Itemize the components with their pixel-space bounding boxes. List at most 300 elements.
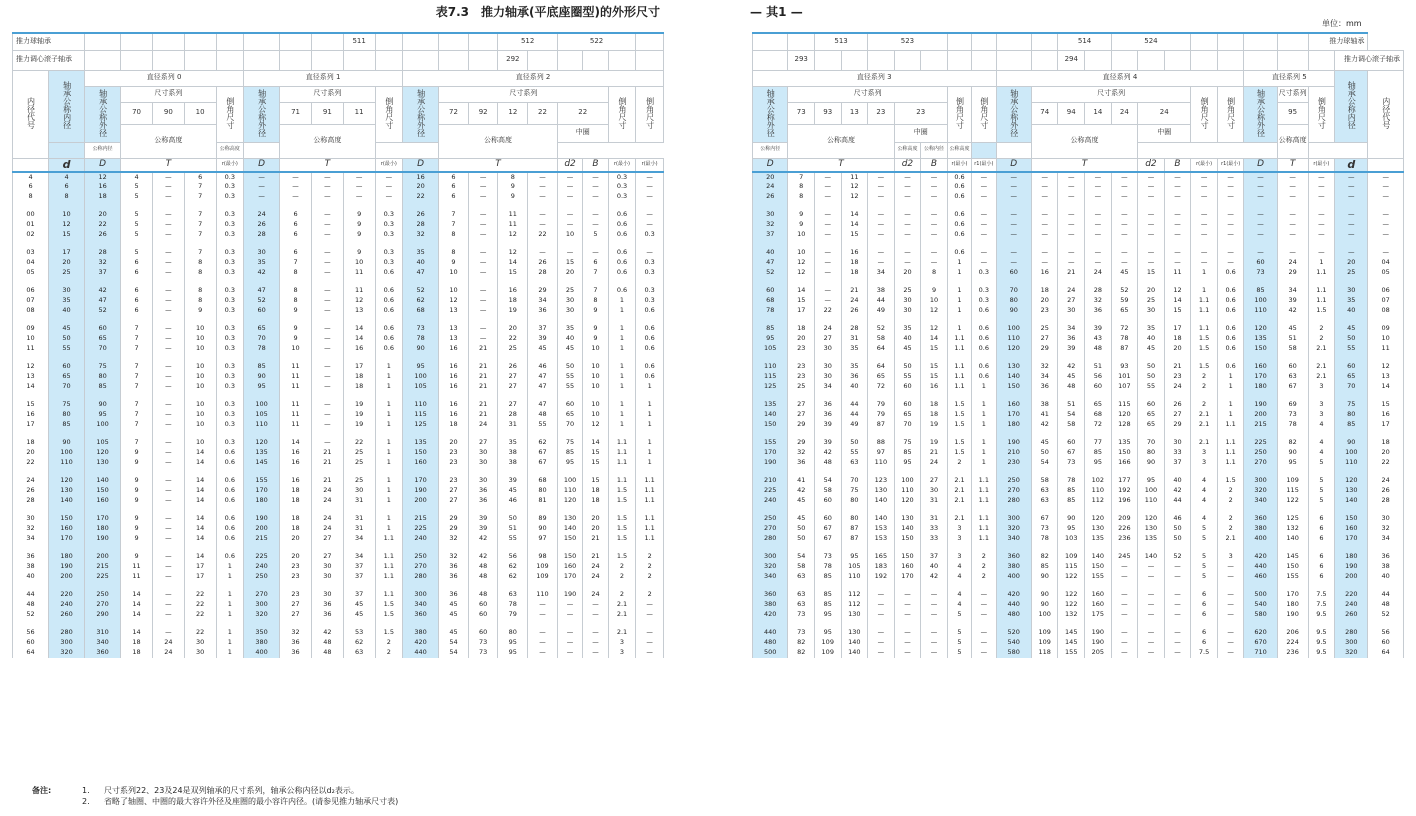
gap-cell xyxy=(868,316,895,324)
gap-cell xyxy=(121,278,153,286)
table-cell: 24 xyxy=(921,458,948,468)
gap-cell xyxy=(583,354,608,362)
table-cell: 24 xyxy=(583,562,608,572)
table-cell: 3 xyxy=(1308,410,1335,420)
table-cell: — xyxy=(1085,172,1112,182)
gap-cell xyxy=(1058,544,1085,552)
table-cell: 39 xyxy=(468,524,498,534)
table-cell: 170 xyxy=(894,572,921,582)
table-row xyxy=(13,382,664,392)
table-cell: 6 xyxy=(1308,534,1335,544)
table-cell: — xyxy=(280,192,312,202)
table-cell: 55 xyxy=(528,420,558,430)
table-row xyxy=(753,182,1404,192)
table-cell: 230 xyxy=(996,458,1031,468)
table-cell: — xyxy=(311,324,343,334)
table-cell: 1 xyxy=(1217,410,1244,420)
gap-cell xyxy=(13,240,49,248)
table-cell: 23 xyxy=(280,562,312,572)
right-dimension-table xyxy=(752,32,1404,658)
gap-cell xyxy=(583,316,608,324)
table-cell: 0.6 xyxy=(216,458,244,468)
table-cell: 31 xyxy=(343,514,375,524)
table-cell: — xyxy=(894,590,921,600)
row-gap xyxy=(753,506,1404,514)
table-row xyxy=(13,496,664,506)
table-row xyxy=(753,458,1404,468)
gap-cell xyxy=(498,392,528,400)
table-cell: 30 xyxy=(814,362,841,372)
table-cell: 8 xyxy=(280,286,312,296)
gap-cell xyxy=(13,582,49,590)
table-cell: 18 xyxy=(343,372,375,382)
table-cell: — xyxy=(1085,192,1112,202)
table-cell: 80 xyxy=(49,410,85,420)
table-cell: 28 xyxy=(841,324,868,334)
table-cell: 1 xyxy=(972,382,996,392)
table-cell: — xyxy=(311,420,343,430)
gap-cell xyxy=(85,392,121,400)
table-cell: 75 xyxy=(85,362,121,372)
table-cell: 122 xyxy=(1058,600,1085,610)
gap-cell xyxy=(184,620,216,628)
table-cell: 110 xyxy=(1085,486,1112,496)
gap-cell xyxy=(972,468,996,476)
table-cell: 95 xyxy=(753,334,788,344)
table-row xyxy=(753,220,1404,230)
table-cell: 170 xyxy=(403,476,439,486)
table-cell: 0.3 xyxy=(216,382,244,392)
diameter-series-0: 直径系列 0 xyxy=(85,70,244,86)
table-cell: 21 xyxy=(1058,268,1085,278)
table-cell: 9 xyxy=(280,324,312,334)
table-cell: 24 xyxy=(13,476,49,486)
table-cell: 70 xyxy=(996,286,1031,296)
table-cell: 58 xyxy=(814,486,841,496)
table-cell: 120 xyxy=(557,496,582,506)
ring-height-header: 公称高度 xyxy=(216,142,244,158)
gap-cell xyxy=(343,278,375,286)
table-cell: 28 xyxy=(85,248,121,258)
table-cell: 2 xyxy=(972,572,996,582)
table-cell: 420 xyxy=(403,638,439,648)
gap-cell xyxy=(1031,354,1058,362)
table-cell: 87 xyxy=(868,420,895,430)
gap-cell xyxy=(1111,278,1138,286)
table-cell: 140 xyxy=(1138,552,1165,562)
table-cell: 33 xyxy=(921,524,948,534)
table-cell: 190 xyxy=(1085,638,1112,648)
gap-cell xyxy=(1368,392,1404,400)
gap-cell xyxy=(1308,506,1335,514)
table-cell: — xyxy=(868,210,895,220)
gap-cell xyxy=(152,202,184,210)
gap-cell xyxy=(921,240,948,248)
table-cell: 17 xyxy=(13,420,49,430)
table-row xyxy=(753,268,1404,278)
series-94: 94 xyxy=(1058,102,1085,124)
gap-cell xyxy=(1191,202,1218,210)
table-row xyxy=(13,210,664,220)
table-row xyxy=(13,172,664,182)
table-cell: — xyxy=(311,182,343,192)
table-cell: 18 xyxy=(280,486,312,496)
gap-cell xyxy=(1308,582,1335,590)
gap-cell xyxy=(557,506,582,514)
table-cell: 63 xyxy=(343,648,375,658)
table-cell: — xyxy=(1058,172,1085,182)
table-row xyxy=(13,572,664,582)
table-cell: 29 xyxy=(528,286,558,296)
table-cell: 9 xyxy=(121,552,153,562)
gap-cell xyxy=(468,506,498,514)
gap-cell xyxy=(1277,316,1308,324)
table-cell: 132 xyxy=(1058,610,1085,620)
table-cell: — xyxy=(1058,182,1085,192)
table-row xyxy=(753,600,1404,610)
gap-cell xyxy=(1217,582,1244,590)
gap-cell xyxy=(788,620,815,628)
table-cell: 30 xyxy=(814,372,841,382)
table-cell: 63 xyxy=(1277,372,1308,382)
gap-cell xyxy=(894,202,921,210)
table-cell: 24 xyxy=(1058,286,1085,296)
table-cell: 31 xyxy=(498,420,528,430)
table-cell: — xyxy=(1277,192,1308,202)
table-cell: 6 xyxy=(1308,524,1335,534)
table-cell: 350 xyxy=(244,628,280,638)
series-90: 90 xyxy=(152,102,184,124)
table-cell: 110 xyxy=(841,572,868,582)
table-cell: 33 xyxy=(1164,448,1191,458)
table-cell: 109 xyxy=(1058,552,1085,562)
table-cell: 9 xyxy=(583,334,608,344)
gap-cell xyxy=(1277,354,1308,362)
nominal-height-2: 公称高度 xyxy=(439,124,558,158)
table-cell: 5 xyxy=(121,182,153,192)
table-cell: 1 xyxy=(636,458,664,468)
table-cell: 20 xyxy=(1164,344,1191,354)
table-cell: 30 xyxy=(468,476,498,486)
gap-cell xyxy=(921,506,948,514)
table-cell: 24 xyxy=(753,182,788,192)
gap-cell xyxy=(868,468,895,476)
table-row xyxy=(13,268,664,278)
gap-cell xyxy=(1308,240,1335,248)
gap-cell xyxy=(498,202,528,210)
table-cell: 110 xyxy=(868,458,895,468)
table-cell: — xyxy=(1217,590,1244,600)
table-cell: 2 xyxy=(636,572,664,582)
gap-cell xyxy=(49,354,85,362)
table-cell: — xyxy=(1085,182,1112,192)
gap-cell xyxy=(121,582,153,590)
table-cell: 55 xyxy=(557,372,582,382)
table-cell: 27 xyxy=(498,400,528,410)
gap-cell xyxy=(1217,544,1244,552)
gap-cell xyxy=(85,468,121,476)
table-row xyxy=(753,476,1404,486)
table-cell: 1.1 xyxy=(947,372,971,382)
table-cell: 4 xyxy=(947,572,971,582)
gap-cell xyxy=(439,354,469,362)
table-cell: — xyxy=(343,172,375,182)
table-cell: 62 xyxy=(403,296,439,306)
table-cell: 10 xyxy=(49,210,85,220)
table-cell: 34 xyxy=(528,296,558,306)
gap-cell xyxy=(1191,278,1218,286)
gap-cell xyxy=(1031,506,1058,514)
gap-cell xyxy=(498,240,528,248)
outer-nominal-header-1: 轴承公称外径 xyxy=(257,88,267,137)
table-cell: — xyxy=(1217,648,1244,658)
table-cell: 23 xyxy=(439,448,469,458)
table-cell: 0.3 xyxy=(216,362,244,372)
table-cell: 9.5 xyxy=(1308,628,1335,638)
gap-cell xyxy=(311,468,343,476)
table-cell: 1 xyxy=(375,362,403,372)
gap-cell xyxy=(1244,202,1277,210)
table-row xyxy=(13,344,664,354)
thrust-roller-label: 推力调心滚子轴承 xyxy=(13,50,85,70)
table-cell: 20 xyxy=(753,172,788,182)
table-row xyxy=(13,248,664,258)
table-cell: 100 xyxy=(1031,610,1058,620)
table-cell: — xyxy=(1368,230,1404,240)
table-cell: — xyxy=(1111,572,1138,582)
table-cell: 320 xyxy=(996,524,1031,534)
gap-cell xyxy=(996,506,1031,514)
gap-cell xyxy=(608,354,636,362)
gap-cell xyxy=(468,240,498,248)
table-cell: 0.6 xyxy=(1217,362,1244,372)
table-cell: 50 xyxy=(1164,534,1191,544)
table-cell: 1 xyxy=(636,410,664,420)
table-cell: 0.6 xyxy=(1217,344,1244,354)
gap-cell xyxy=(121,544,153,552)
table-cell: 10 xyxy=(184,324,216,334)
gap-cell xyxy=(468,392,498,400)
table-cell: 14 xyxy=(13,382,49,392)
table-cell: 4 xyxy=(1191,496,1218,506)
gap-cell xyxy=(152,240,184,248)
table-cell: — xyxy=(583,600,608,610)
table-cell: 0.6 xyxy=(972,324,996,334)
table-cell: 115 xyxy=(1058,562,1085,572)
gap-cell xyxy=(1244,582,1277,590)
table-cell: 40 xyxy=(49,306,85,316)
table-cell: 0.6 xyxy=(972,372,996,382)
table-cell: 14 xyxy=(921,334,948,344)
table-cell: 122 xyxy=(1058,590,1085,600)
table-cell: 145 xyxy=(1277,552,1308,562)
table-cell: 60 xyxy=(1058,438,1085,448)
gap-cell xyxy=(1031,316,1058,324)
gap-cell xyxy=(85,430,121,438)
gap-cell xyxy=(85,620,121,628)
table-cell: — xyxy=(894,192,921,202)
row-gap xyxy=(13,582,664,590)
table-cell: — xyxy=(1111,182,1138,192)
gap-cell xyxy=(1217,506,1244,514)
gap-cell xyxy=(244,278,280,286)
chamfer-header-0: 倒角尺寸 xyxy=(225,96,235,129)
table-cell: 35 xyxy=(841,344,868,354)
gap-cell xyxy=(152,354,184,362)
table-cell: — xyxy=(468,248,498,258)
table-cell: 10 xyxy=(557,230,582,240)
table-cell: 0.6 xyxy=(972,362,996,372)
table-cell: 15 xyxy=(921,344,948,354)
table-cell: 300 xyxy=(1335,638,1368,648)
table-cell: 50 xyxy=(1164,524,1191,534)
table-cell: 1.5 xyxy=(1191,334,1218,344)
gap-cell xyxy=(343,582,375,590)
gap-cell xyxy=(49,582,85,590)
table-cell: 30 xyxy=(921,486,948,496)
table-cell: 26 xyxy=(753,192,788,202)
table-cell: 45 xyxy=(439,610,469,620)
table-cell: 27 xyxy=(311,534,343,544)
table-cell: 0.3 xyxy=(216,286,244,296)
gap-cell xyxy=(184,468,216,476)
table-cell: 36 xyxy=(439,590,469,600)
table-cell: 10 xyxy=(184,382,216,392)
table-cell: 52 xyxy=(1111,286,1138,296)
gap-cell xyxy=(152,582,184,590)
table-cell: 2.1 xyxy=(1191,420,1218,430)
gap-cell xyxy=(375,544,403,552)
table-cell: 280 xyxy=(1335,628,1368,638)
gap-cell xyxy=(468,468,498,476)
table-cell: 16 xyxy=(439,344,469,354)
table-cell: 250 xyxy=(244,572,280,582)
table-cell: — xyxy=(972,182,996,192)
gap-cell xyxy=(343,544,375,552)
table-cell: — xyxy=(1335,230,1368,240)
table-cell: 14 xyxy=(788,286,815,296)
table-cell: 0.6 xyxy=(216,514,244,524)
table-cell: 2.1 xyxy=(947,496,971,506)
table-cell: 18 xyxy=(1368,438,1404,448)
gap-cell xyxy=(468,620,498,628)
table-cell: 135 xyxy=(1138,534,1165,544)
gap-cell xyxy=(244,468,280,476)
gap-cell xyxy=(868,392,895,400)
gap-cell xyxy=(280,506,312,514)
symbol-d2-4: d2 xyxy=(1145,158,1157,169)
table-cell: 98 xyxy=(528,552,558,562)
gap-cell xyxy=(403,582,439,590)
table-cell: 90 xyxy=(1138,458,1165,468)
table-cell: 29 xyxy=(439,524,469,534)
outer-nominal-header-4: 轴承公称外径 xyxy=(1009,88,1019,137)
table-cell: 60 xyxy=(49,362,85,372)
table-cell: 9 xyxy=(343,248,375,258)
table-cell: 13 xyxy=(13,372,49,382)
row-gap xyxy=(13,468,664,476)
table-cell: 48 xyxy=(1085,344,1112,354)
table-cell: 1 xyxy=(216,610,244,620)
gap-cell xyxy=(947,506,971,514)
table-cell: — xyxy=(1217,258,1244,268)
table-cell: 55 xyxy=(841,448,868,458)
table-cell: 90 xyxy=(1335,438,1368,448)
gap-cell xyxy=(1111,582,1138,590)
table-cell: 4 xyxy=(947,600,971,610)
table-cell: 12 xyxy=(1368,362,1404,372)
gap-cell xyxy=(788,354,815,362)
gap-cell xyxy=(1217,620,1244,628)
table-cell: 79 xyxy=(498,610,528,620)
gap-cell xyxy=(972,582,996,590)
bearing-series-513: 513 xyxy=(814,33,867,50)
table-cell: 73 xyxy=(1244,268,1277,278)
table-cell: — xyxy=(152,486,184,496)
table-cell: 110 xyxy=(894,486,921,496)
table-cell: — xyxy=(1138,192,1165,202)
table-cell: 24 xyxy=(311,496,343,506)
table-cell: 01 xyxy=(13,220,49,230)
table-cell: 5 xyxy=(121,248,153,258)
table-cell: 21 xyxy=(468,400,498,410)
table-cell: 29 xyxy=(788,420,815,430)
gap-cell xyxy=(947,582,971,590)
gap-cell xyxy=(868,278,895,286)
table-cell: 2.1 xyxy=(608,628,636,638)
gap-cell xyxy=(608,430,636,438)
table-cell: 95 xyxy=(498,648,528,658)
table-cell: 63 xyxy=(788,590,815,600)
table-cell: 101 xyxy=(1111,372,1138,382)
table-cell: 07 xyxy=(13,296,49,306)
table-cell: 0.6 xyxy=(608,210,636,220)
gap-cell xyxy=(1164,354,1191,362)
table-cell: 32 xyxy=(13,524,49,534)
table-cell: 1.1 xyxy=(947,334,971,344)
table-cell: 1 xyxy=(608,410,636,420)
table-cell: 34 xyxy=(1031,372,1058,382)
table-cell: — xyxy=(1164,192,1191,202)
rmin-0: r(最小) xyxy=(216,158,244,172)
table-cell: 5 xyxy=(1191,524,1218,534)
table-cell: — xyxy=(152,552,184,562)
table-row xyxy=(753,192,1404,202)
table-cell: 115 xyxy=(753,372,788,382)
table-cell: 10 xyxy=(788,230,815,240)
table-cell: 206 xyxy=(1277,628,1308,638)
table-cell: 30 xyxy=(311,572,343,582)
table-cell: — xyxy=(972,600,996,610)
table-cell: — xyxy=(1277,210,1308,220)
table-cell: 6 xyxy=(184,172,216,182)
gap-cell xyxy=(753,506,788,514)
table-cell: 140 xyxy=(1335,496,1368,506)
table-cell: 110 xyxy=(528,590,558,600)
table-cell: 40 xyxy=(753,248,788,258)
table-cell: 9 xyxy=(343,220,375,230)
gap-cell xyxy=(608,620,636,628)
gap-cell xyxy=(1138,202,1165,210)
table-cell: — xyxy=(972,638,996,648)
table-row xyxy=(13,448,664,458)
table-cell: 45 xyxy=(1138,344,1165,354)
table-cell: 16 xyxy=(439,382,469,392)
table-cell: 30 xyxy=(1368,514,1404,524)
table-cell: 16 xyxy=(343,344,375,354)
table-cell: 65 xyxy=(868,372,895,382)
gap-cell xyxy=(311,430,343,438)
